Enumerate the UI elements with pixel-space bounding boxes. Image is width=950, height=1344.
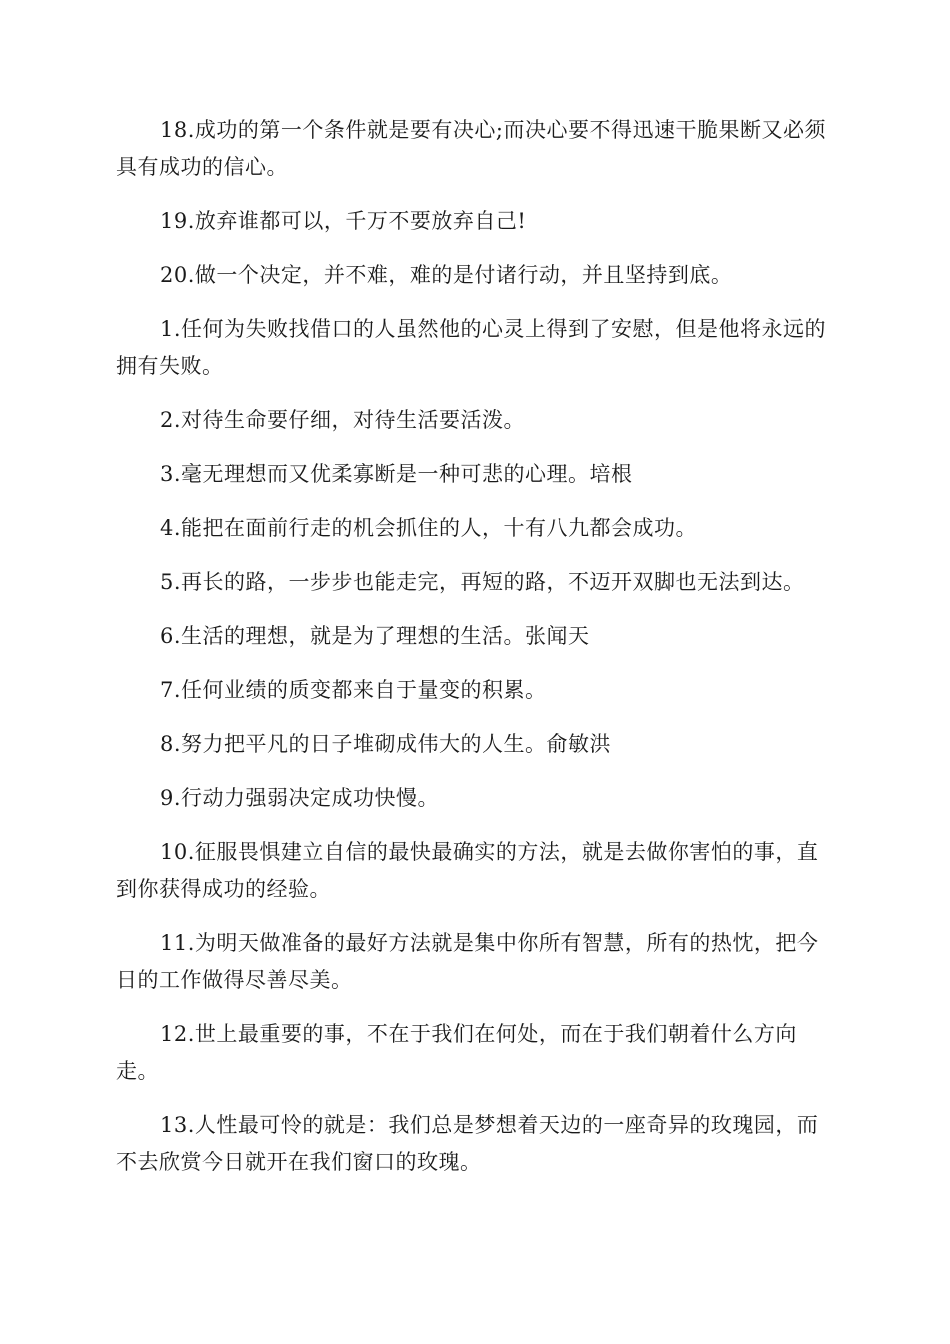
paragraph-13: 13.人性最可怜的就是：我们总是梦想着天边的一座奇异的玫瑰园，而不去欣赏今日就开在我们窗口的玫瑰。 (116, 1113, 819, 1174)
document-body (116, 112, 834, 1198)
paragraph-3: 3.毫无理想而又优柔寡断是一种可悲的心理。培根 (160, 462, 633, 486)
paragraph-5: 5.再长的路，一步步也能走完，再短的路，不迈开双脚也无法到达。 (160, 570, 805, 594)
paragraph-9: 9.行动力强弱决定成功快慢。 (160, 786, 440, 810)
paragraph-4: 4.能把在面前行走的机会抓住的人，十有八九都会成功。 (160, 516, 698, 540)
paragraph-6: 6.生活的理想，就是为了理想的生活。张闻天 (160, 624, 590, 648)
paragraph-19: 19.放弃谁都可以，千万不要放弃自己! (160, 209, 527, 233)
paragraph-18: 18.成功的第一个条件就是要有决心;而决心要不得迅速干脆果断又必须具有成功的信心。 (116, 118, 826, 179)
paragraph-10: 10.征服畏惧建立自信的最快最确实的方法，就是去做你害怕的事，直到你获得成功的经验。 (116, 840, 819, 901)
paragraph-8: 8.努力把平凡的日子堆砌成伟大的人生。俞敏洪 (160, 732, 612, 756)
paragraph-1: 1.任何为失败找借口的人虽然他的心灵上得到了安慰，但是他将永远的拥有失败。 (116, 317, 827, 378)
paragraph-2: 2.对待生命要仔细，对待生活要活泼。 (160, 408, 526, 432)
paragraph-20: 20.做一个决定，并不难，难的是付诸行动，并且坚持到底。 (160, 263, 733, 287)
paragraph-12: 12.世上最重要的事，不在于我们在何处，而在于我们朝着什么方向走。 (116, 1022, 797, 1083)
paragraph-7: 7.任何业绩的质变都来自于量变的积累。 (160, 678, 547, 702)
paragraph-11: 11.为明天做准备的最好方法就是集中你所有智慧，所有的热忱，把今日的工作做得尽善尽美。 (116, 931, 819, 992)
